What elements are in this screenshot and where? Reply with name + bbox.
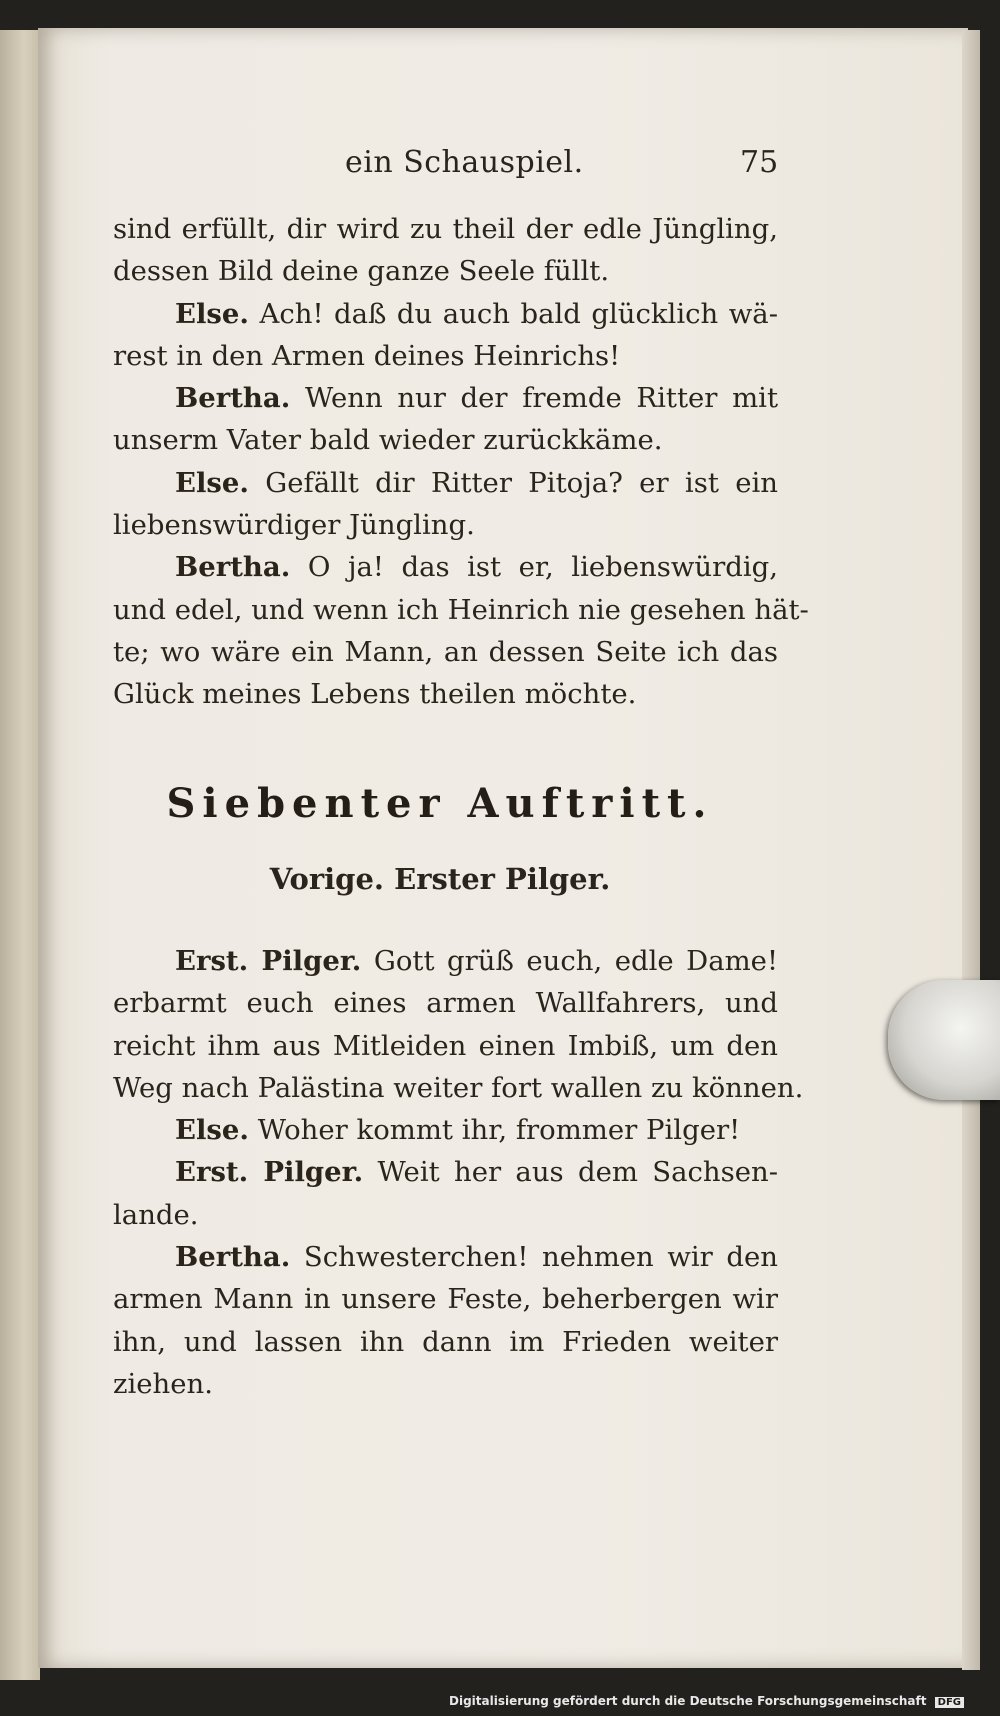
left-page-edge [0,30,40,1680]
text-line [113,673,778,715]
line-text: Woher kommt ihr, frommer Pilger! [248,1114,741,1147]
line-text: rest in den Armen deines Heinrichs! [113,339,621,372]
text-line [113,589,809,631]
speaker-name: Erst. Pilger. [175,1156,364,1189]
page-header [115,145,779,185]
line-text: ziehen. [113,1367,213,1400]
running-head: ein Schauspiel. [345,145,584,180]
speaker-name: Else. [175,1114,249,1147]
line-text: lande. [113,1198,199,1231]
line-text: Wenn nur der fremde Ritter mit [290,382,778,415]
line-text: reicht ihm aus Mitleiden einen Imbiß, um den [113,1029,778,1062]
text-passage-2 [113,940,804,1405]
speaker-name: Else. [175,297,249,330]
line-text: unserm Vater bald wieder zurückkäme. [113,424,663,457]
line-text: Gefällt dir Ritter Pitoja? er ist ein [248,466,778,499]
speaker-name: Bertha. [175,382,291,415]
dfg-logo: DFG [935,1697,964,1708]
line-text: sind erfüllt, dir wird zu theil der edle Jüngling, [113,213,778,245]
line-text: armen Mann in unsere Feste, beherbergen wir [113,1283,778,1316]
line-text: Weit her aus dem Sachsen- [363,1156,778,1189]
text-line [113,1321,778,1363]
text-line [113,940,778,982]
line-text: Ach! daß du auch bald glücklich wä- [248,297,778,330]
cast-list: Vorige. Erster Pilger. [269,862,611,896]
text-line [113,1278,778,1320]
line-text: und edel, und wenn ich Heinrich nie gesehen hät- [113,593,809,626]
line-text: Weg nach Palästina weiter fort wallen zu können. [113,1071,804,1104]
page-edge [962,30,980,1670]
line-text: te; wo wäre ein Mann, an dessen Seite ich das [113,635,778,668]
text-line [113,1067,804,1109]
text-line [113,982,778,1024]
text-line [113,546,778,588]
line-text: Glück meines Lebens theilen möchte. [113,678,637,711]
credit-text: Digitalisierung gefördert durch die Deutsche Forschungsgemeinschaft [449,1694,927,1708]
text-line [113,377,778,419]
speaker-name: Else. [175,466,249,499]
line-text: liebenswürdiger Jüngling. [113,509,475,542]
speaker-name: Bertha. [175,551,291,584]
speaker-name: Erst. Pilger. [175,945,362,977]
text-line [113,504,778,546]
text-line [113,631,778,673]
digitization-credit [449,1694,964,1708]
text-line [113,419,778,461]
line-text: ihn, und lassen ihn dann im Frieden weiter [113,1325,778,1358]
line-text: dessen Bild deine ganze Seele füllt. [113,255,610,288]
text-line [113,1109,778,1151]
line-text: O ja! das ist er, liebenswürdig, [290,551,778,584]
text-line [113,462,778,504]
text-line [113,250,778,292]
page-number: 75 [740,145,779,180]
text-line [113,1363,778,1405]
page-clip [888,980,1000,1100]
line-text: Gott grüß euch, edle Dame! [361,945,779,977]
text-line [113,335,778,377]
line-text: erbarmt euch eines armen Wallfahrers, und [113,987,778,1020]
text-line [113,293,778,335]
text-line [113,1236,778,1278]
speaker-name: Bertha. [175,1241,291,1274]
text-line [113,1025,778,1067]
line-text: Schwesterchen! nehmen wir den [290,1241,778,1274]
scene-heading: Siebenter Auftritt. [166,780,714,827]
text-line [113,1194,778,1236]
text-line [113,208,778,250]
text-passage-1 [113,208,809,716]
text-line [113,1151,778,1193]
